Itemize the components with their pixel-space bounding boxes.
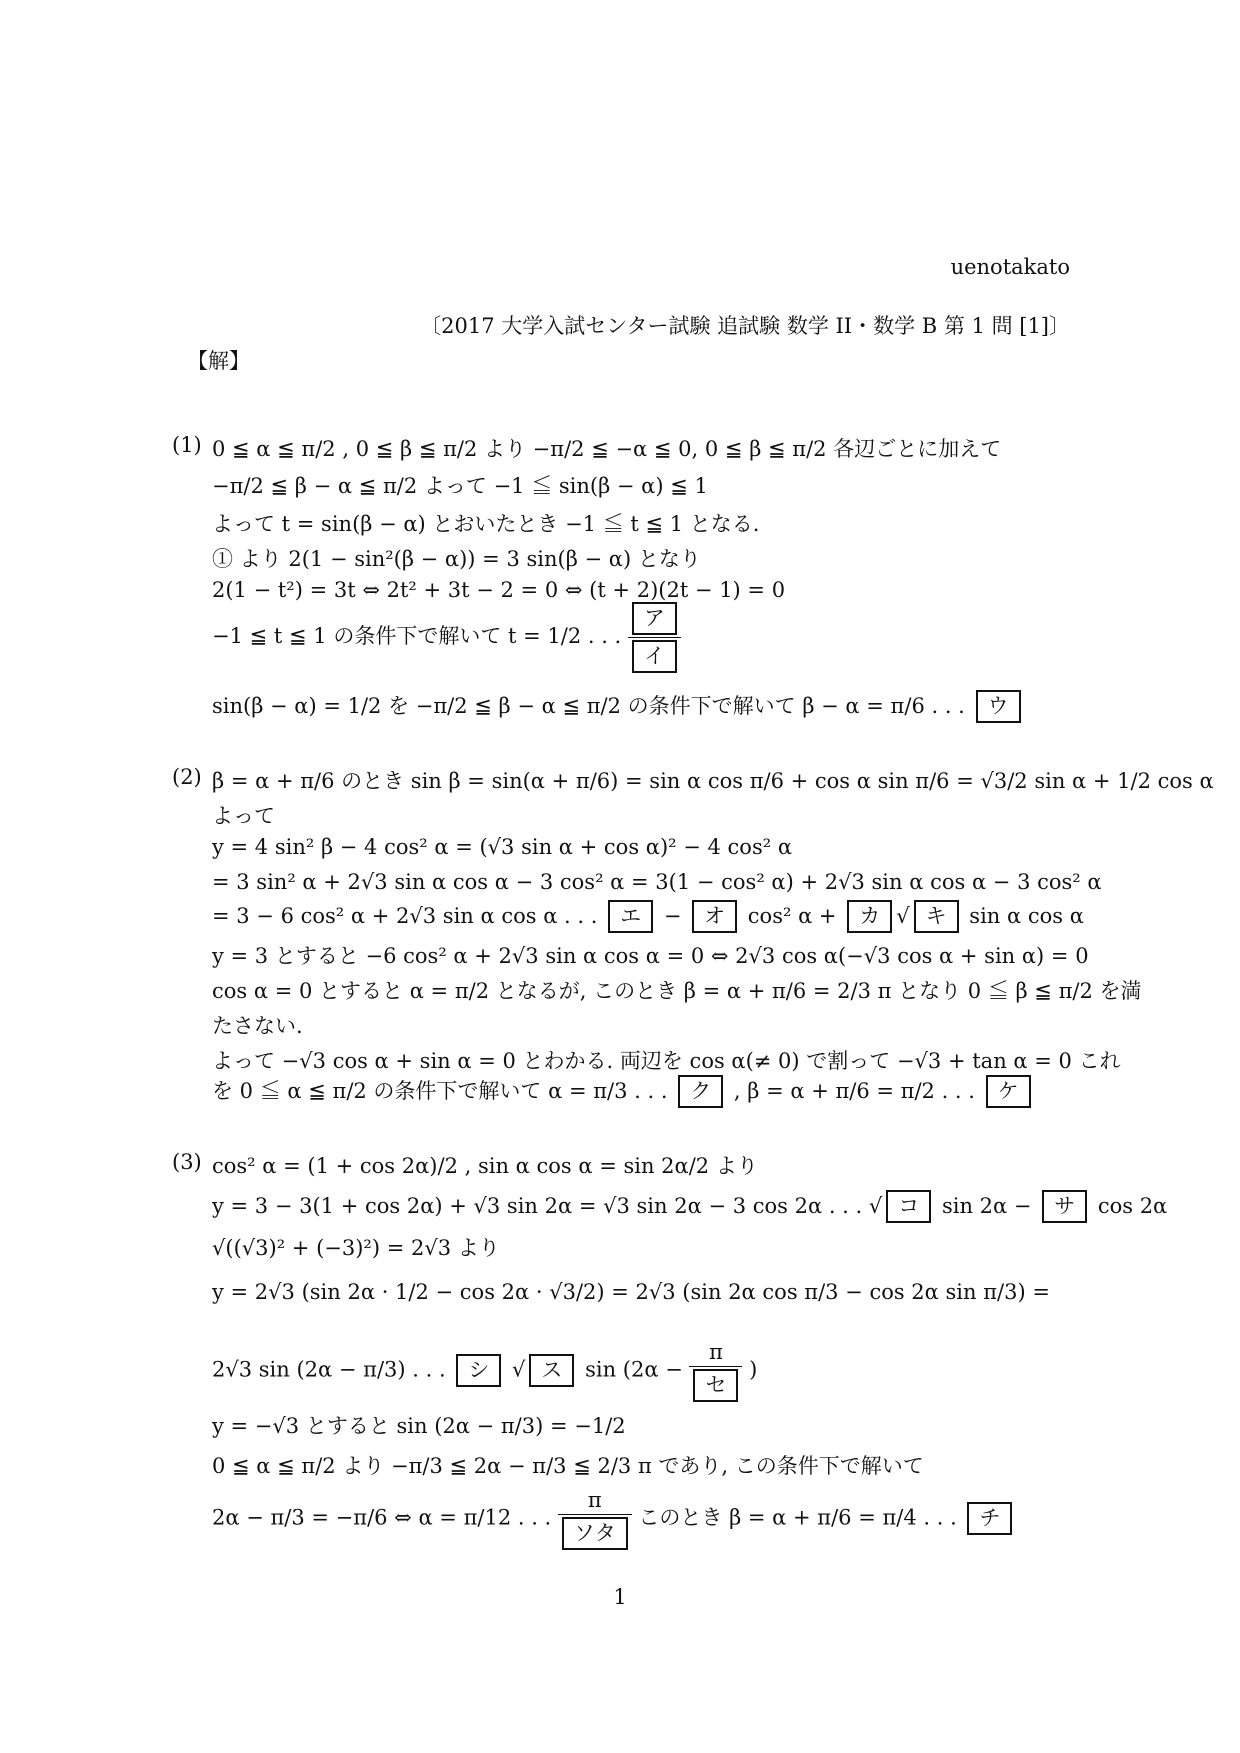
answer-fraction-a-i xyxy=(628,602,681,673)
solution-heading: 【解】 xyxy=(187,349,250,373)
part-2-line-4: = 3 sin² α + 2√3 sin α cos α − 3 cos² α = 3(1 − cos² α) + 2√3 sin α cos α − 3 cos² α xyxy=(212,870,1102,894)
answer-box-ki: キ xyxy=(914,900,959,933)
part-2-line-10-text: を 0 ≦ α ≦ π/2 の条件下で解いて α = π/3 . . . xyxy=(212,1079,668,1103)
part-2-line-6: y = 3 とすると −6 cos² α + 2√3 sin α cos α = 0 ⇔ 2√3 cos α(−√3 cos α + sin α) = 0 xyxy=(212,944,1089,968)
answer-box-ke: ケ xyxy=(986,1075,1031,1108)
part-1-line-4: ① より 2(1 − sin²(β − α)) = 3 sin(β − α) となり xyxy=(212,547,701,571)
part-2-line-2: よって xyxy=(212,804,275,828)
answer-box-ku: ク xyxy=(678,1075,723,1108)
part-3-line-8-pi: π xyxy=(587,1488,602,1512)
answer-box-i: イ xyxy=(632,640,677,673)
part-2-line-5-text: = 3 − 6 cos² α + 2√3 sin α cos α . . . xyxy=(212,904,598,928)
part-1-line-7-text: sin(β − α) = 1/2 を −π/2 ≦ β − α ≦ π/2 の条件下で解いて β − α = π/6 . . . xyxy=(212,694,965,718)
answer-box-sa: サ xyxy=(1042,1190,1087,1223)
part-1-line-7 xyxy=(212,690,1025,723)
part-1-line-2: −π/2 ≦ β − α ≦ π/2 よって −1 ≦ sin(β − α) ≦ 1 xyxy=(212,474,708,498)
part-3-label: (3) xyxy=(172,1150,202,1174)
part-3-line-8-text: 2α − π/3 = −π/6 ⇔ α = π/12 . . . xyxy=(212,1505,552,1530)
part-3-line-2-text: y = 3 − 3(1 + cos 2α) + √3 sin 2α = √3 sin 2α − 3 cos 2α . . . √ xyxy=(212,1194,883,1218)
part-3-line-5-text: 2√3 sin (2α − π/3) . . . xyxy=(212,1357,446,1382)
part-3-line-5-close: ) xyxy=(749,1357,758,1382)
page-number: 1 xyxy=(613,1585,627,1609)
part-2-line-7: cos α = 0 とすると α = π/2 となるが, このとき β = α + π/6 = 2/3 π となり 0 ≦ β ≦ π/2 を満 xyxy=(212,979,1142,1003)
part-1-line-6-text: −1 ≦ t ≦ 1 の条件下で解いて t = 1/2 . . . xyxy=(212,624,622,649)
part-1-line-6 xyxy=(212,602,681,673)
part-1-line-5: 2(1 − t²) = 3t ⇔ 2t² + 3t − 2 = 0 ⇔ (t + 2)(2t − 1) = 0 xyxy=(212,578,786,602)
part-3-line-4: y = 2√3 (sin 2α · 1/2 − cos 2α · √3/2) = 2√3 (sin 2α cos π/3 − cos 2α sin π/3) = xyxy=(212,1280,1050,1304)
part-3-line-3: √((√3)² + (−3)²) = 2√3 より xyxy=(212,1236,500,1260)
part-3-line-8 xyxy=(212,1488,1016,1550)
part-3-line-6: y = −√3 とすると sin (2α − π/3) = −1/2 xyxy=(212,1414,626,1438)
answer-box-u: ウ xyxy=(976,690,1021,723)
answer-box-e: エ xyxy=(608,900,653,933)
answer-box-o: オ xyxy=(692,900,737,933)
part-2-line-5-sin: sin α cos α xyxy=(969,904,1084,928)
answer-box-ka: カ xyxy=(847,900,892,933)
part-3-line-7: 0 ≦ α ≦ π/2 より −π/3 ≦ 2α − π/3 ≦ 2/3 π であり, この条件下で解いて xyxy=(212,1454,924,1478)
answer-box-sota: ソタ xyxy=(562,1517,628,1550)
answer-box-su: ス xyxy=(529,1354,574,1387)
part-2-line-9: よって −√3 cos α + sin α = 0 とわかる. 両辺を cos α(≠ 0) で割って −√3 + tan α = 0 これ xyxy=(212,1049,1121,1073)
part-2-line-5-cos: cos² α + xyxy=(747,904,837,928)
part-3-line-1: cos² α = (1 + cos 2α)/2 , sin α cos α = sin 2α/2 より xyxy=(212,1154,758,1178)
part-2-line-3: y = 4 sin² β − 4 cos² α = (√3 sin α + cos α)² − 4 cos² α xyxy=(212,835,793,859)
part-3-line-2 xyxy=(212,1190,1167,1223)
part-3-line-5 xyxy=(212,1340,757,1402)
part-1-line-3: よって t = sin(β − α) とおいたとき −1 ≦ t ≦ 1 となる. xyxy=(212,512,760,536)
part-3-line-2-sin: sin 2α − xyxy=(941,1194,1032,1218)
part-2-line-5: = 3 − 6 cos² α + 2√3 sin α cos α . . . エ − オ cos² α + カ √ キ sin α cos α xyxy=(212,900,1084,933)
part-3-line-5-sin: sin (2α − xyxy=(585,1357,683,1382)
author-name: uenotakato xyxy=(950,255,1070,279)
part-2-label: (2) xyxy=(172,765,202,789)
answer-box-se: セ xyxy=(693,1369,738,1402)
part-2-line-8: たさない. xyxy=(212,1014,303,1038)
answer-fraction-se xyxy=(689,1340,742,1402)
answer-box-ko: コ xyxy=(886,1190,931,1223)
answer-box-chi: チ xyxy=(967,1502,1012,1535)
part-1-line-1: 0 ≦ α ≦ π/2 , 0 ≦ β ≦ π/2 より −π/2 ≦ −α ≦ 0, 0 ≦ β ≦ π/2 各辺ごとに加えて xyxy=(212,437,1002,461)
part-3-line-8-tail: このとき β = α + π/6 = π/4 . . . xyxy=(638,1505,957,1530)
part-2-line-10-tail: , β = α + π/6 = π/2 . . . xyxy=(733,1079,975,1103)
part-3-line-5-root: √ xyxy=(512,1357,526,1382)
part-2-line-10 xyxy=(212,1075,1035,1108)
answer-fraction-sota xyxy=(558,1488,632,1550)
part-2-line-5-minus: − xyxy=(663,904,682,928)
part-3-line-5-pi: π xyxy=(709,1340,723,1364)
part-1-label: (1) xyxy=(172,433,202,457)
answer-box-a: ア xyxy=(632,602,677,635)
part-2-line-1: β = α + π/6 のとき sin β = sin(α + π/6) = sin α cos π/6 + cos α sin π/6 = √3/2 sin α + 1/2 cos α xyxy=(212,769,1214,793)
source-title: 〔2017 大学入試センター試験 追試験 数学 II・数学 B 第 1 問 [1]〕 xyxy=(420,314,1070,338)
answer-box-shi: シ xyxy=(456,1354,501,1387)
part-3-line-2-cos: cos 2α xyxy=(1097,1194,1168,1218)
